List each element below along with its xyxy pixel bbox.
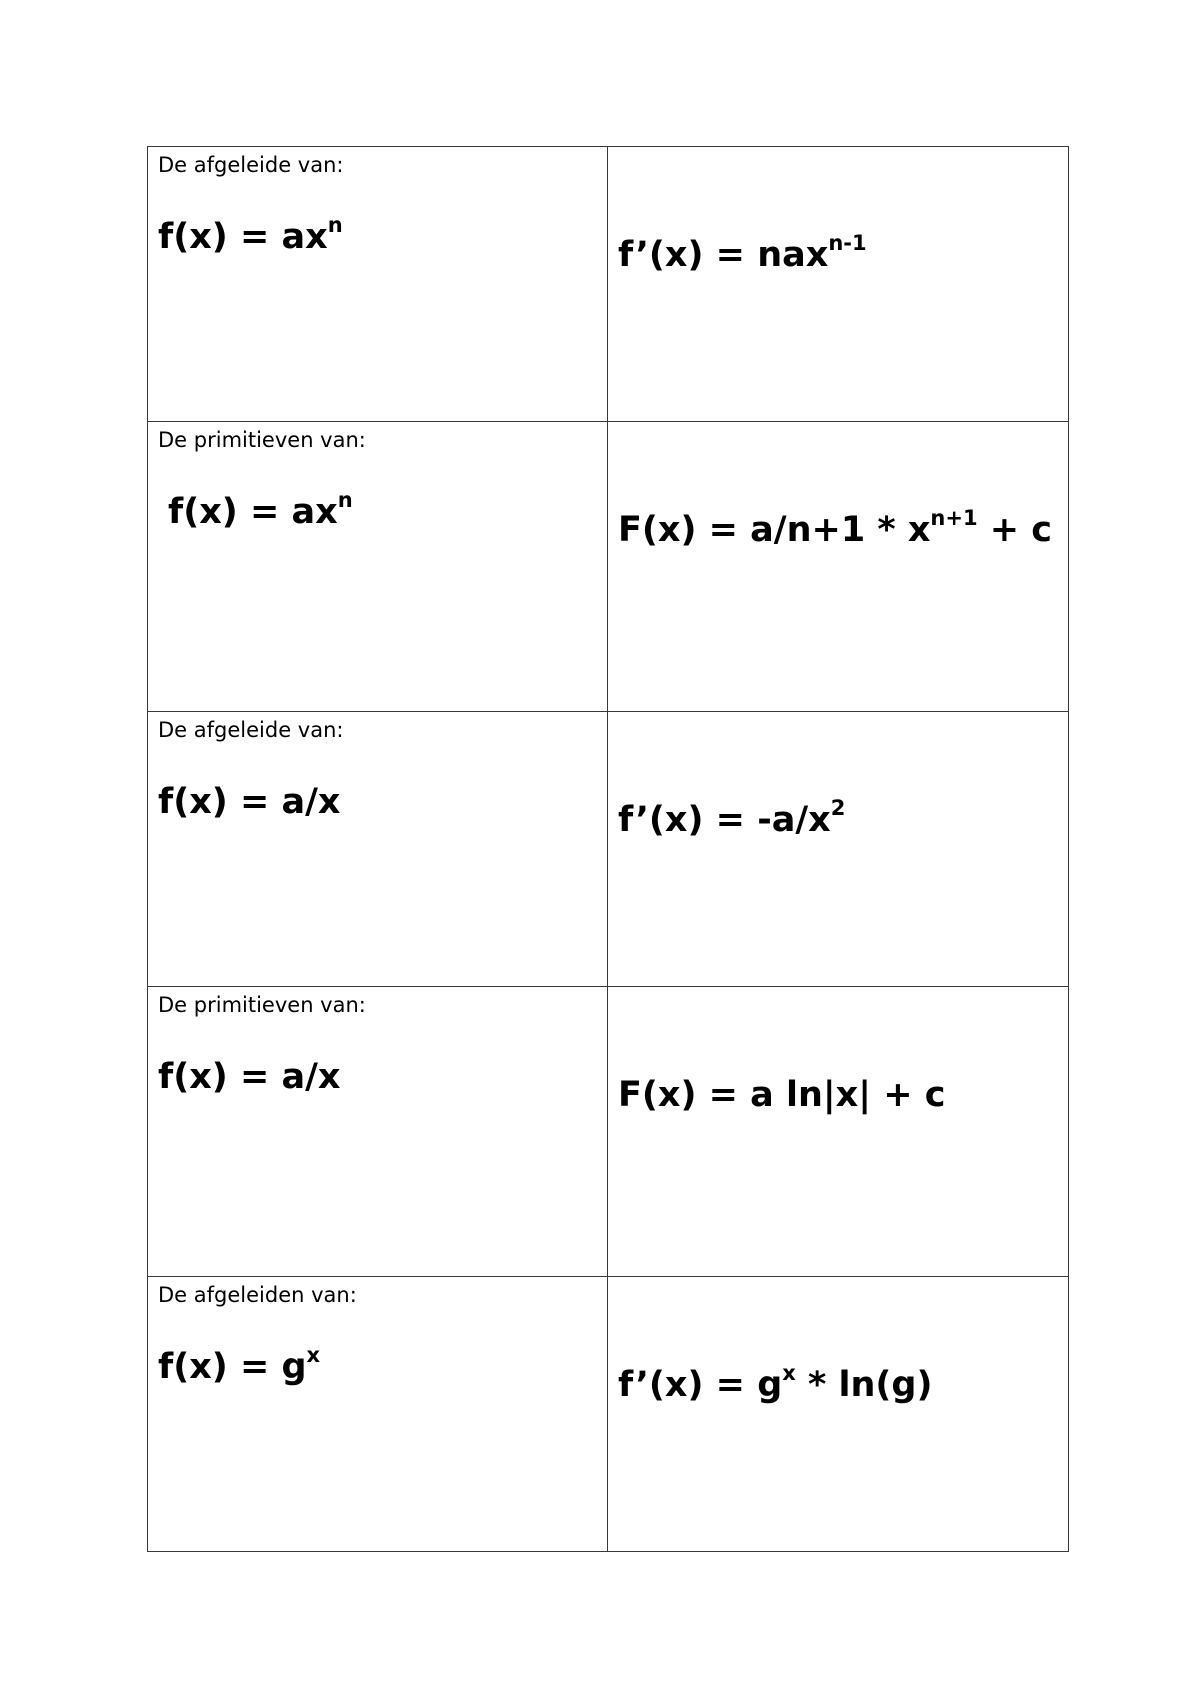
question-formula: $f(x) = ax^n$ [158, 213, 343, 257]
flashcard-table [147, 146, 1069, 1552]
question-cell [148, 712, 608, 987]
question-formula: $f(x) = ax^n$ [168, 488, 353, 532]
answer-formula: f’(x) = nax$^{n-1}$ [618, 231, 867, 275]
card-caption: De afgeleide van: [158, 153, 344, 177]
question-cell [148, 147, 608, 422]
answer-cell [608, 712, 1069, 987]
answer-formula: $F(x) = a/n+1 * x^{n+1} + c$ [618, 506, 1053, 550]
table-row [148, 987, 1069, 1277]
answer-cell [608, 422, 1069, 712]
question-formula: f(x) = a/x [158, 1057, 341, 1097]
question-cell [148, 987, 608, 1277]
table-row [148, 1277, 1069, 1552]
question-formula: f(x) = a/x [158, 782, 341, 822]
card-caption: De afgeleide van: [158, 718, 344, 742]
table-row [148, 712, 1069, 987]
table-row [148, 147, 1069, 422]
answer-formula: f’(x) = $-a/x^2$ [618, 796, 846, 840]
question-cell [148, 1277, 608, 1552]
answer-cell [608, 1277, 1069, 1552]
card-caption: De primitieven van: [158, 993, 366, 1017]
answer-cell [608, 147, 1069, 422]
card-caption: De primitieven van: [158, 428, 366, 452]
question-formula: $f(x) = g^x$ [158, 1343, 321, 1387]
table-row [148, 422, 1069, 712]
question-cell [148, 422, 608, 712]
answer-formula: f’(x) = $g^x * \ln(g)$ [618, 1361, 933, 1405]
answer-cell [608, 987, 1069, 1277]
card-caption: De afgeleiden van: [158, 1283, 357, 1307]
answer-formula: F(x) = a ln|x| + c [618, 1075, 946, 1115]
